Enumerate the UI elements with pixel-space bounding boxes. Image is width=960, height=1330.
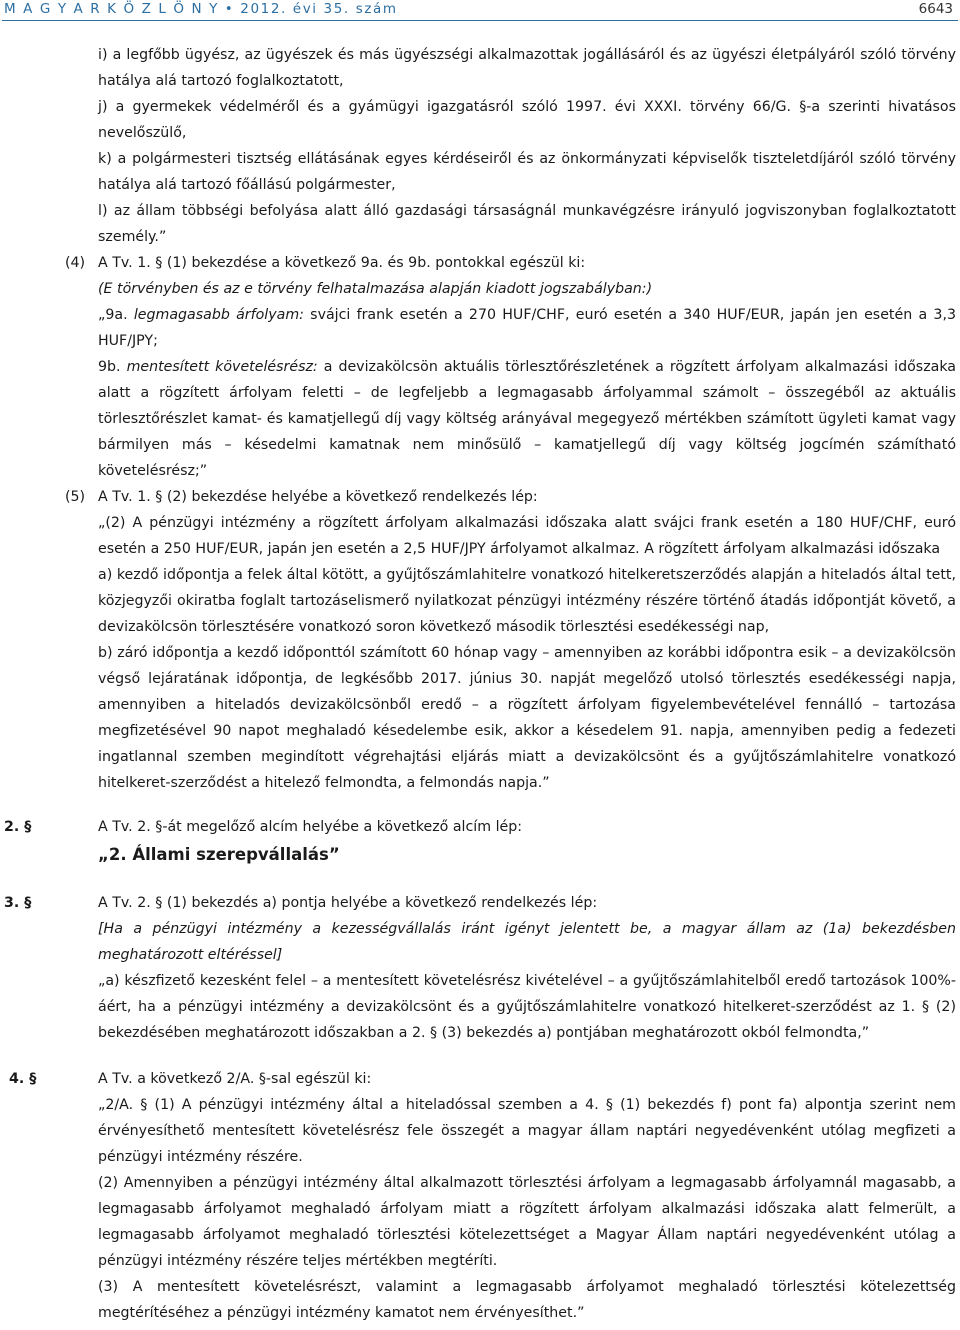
header-rule (2, 20, 958, 21)
para5-point-a: a) kezdő időpontja a felek által kötött, a gyűjtőszámlahitelre vonatkozó hitelkeretszerződés alapján a hiteladós által tett, közjegyzői okiratba foglalt tartozáselismerő nyilatkozat pénzügyi intézmény részére történő átadás időpontját követő, a devizakölcsön törlesztésére vonatkozó soron következő második törlesztési esedékességi nap, (98, 567, 956, 635)
item-9a-term: legmagasabb árfolyam: (133, 307, 304, 323)
item-9b-text: a devizakölcsön aktuális törlesztőrészletének a rögzített árfolyam alkalmazási időszaka alatt a rögzített árfolyam feletti – de legfeljebb a legmagasabb árfolyammal számolt – összegéből az aktuális törlesztőrészlet kamat- és kamatjellegű díj vagy költség arányával megegyező mértékben számított ügyleti kamat vagy bármilyen más – késedelmi kamatnak nem minősülő – kamatjellegű díj vagy költség jogcímén számítható követelésrész;” (98, 359, 956, 479)
section-number: 2. § (4, 819, 32, 835)
sec3-body: „a) készfizető kezesként felel – a mentesített követelésrész kivételével – a gyűjtőszámlahitelből eredő tartozások 100%-áért, ha a pénzügyi intézmény a devizakölcsönt és a gyűjtőszámlahitelre vonatkozó hitelkeret-szerződést az 1. § (2) bekezdésében meghatározott időszakban a 2. § (3) bekezdés a) pontjában meghatározott okból felmondta,” (98, 973, 956, 1041)
item-l: l) az állam többségi befolyása alatt álló gazdasági társaságnál munkavégzésre irányuló jogviszonyban foglalkoztatott személy.” (98, 203, 956, 245)
item-9a-text: svájci frank esetén a 270 HUF/CHF, euró esetén a 340 HUF/EUR, japán jen esetén a 3,3 HUF/JPY; (98, 307, 956, 349)
section-number: 4. § (9, 1071, 37, 1087)
paragraph-text: A Tv. 1. § (1) bekezdése a következő 9a. és 9b. pontokkal egészül ki: (98, 255, 586, 271)
item-9b (0, 354, 960, 484)
paragraph-text: A Tv. 1. § (2) bekezdése helyébe a következő rendelkezés lép: (98, 489, 538, 505)
paragraph-number: (4) (65, 255, 86, 271)
page-body (0, 42, 960, 1326)
sec4-para-1: „2/A. § (1) A pénzügyi intézmény által a hiteladóssal szemben a 4. § (1) bekezdés f) pont fa) alpontja szerint nem érvényesíthető mentesített követelésrész fele összegét a magyar állam naptári negyedévenként utólag megfizeti a pénzügyi intézmény részére. (98, 1097, 956, 1165)
section-2 (0, 814, 960, 840)
sec4-para-2: (2) Amennyiben a pénzügyi intézmény által alkalmazott törlesztési árfolyam a legmagasabb árfolyamnál magasabb, a legmagasabb árfolyamot meghaladó árfolyam miatt a rögzített árfolyam alkalmazási időszaka alatt felmerült, a legmagasabb árfolyamot meghaladó törlesztési kötelezettséget a Magyar Állam naptári negyedévenként utólag a pénzügyi intézmény részére teljes mértékben megtéríti. (98, 1175, 956, 1269)
item-9b-term: mentesített követelésrész: (126, 359, 318, 375)
item-i: i) a legfőbb ügyész, az ügyészek és más ügyészségi alkalmazottak jogállásáról és az ügyészi életpályáról szóló törvény hatálya alá tartozó foglalkoztatott, (98, 47, 956, 89)
section-number: 3. § (4, 895, 32, 911)
section-4 (0, 1066, 960, 1092)
sec3-intro: [Ha a pénzügyi intézmény a kezességvállalás iránt igényt jelentett be, a magyar állam az (1a) bekezdésben meghatározott eltéréssel] (98, 921, 956, 963)
page-number: 6643 (918, 1, 953, 17)
section-text: A Tv. 2. §-át megelőző alcím helyébe a következő alcím lép: (98, 819, 523, 835)
paragraph-4 (0, 250, 960, 276)
sec4-para-3: (3) A mentesített követelésrészt, valamint a legmagasabb árfolyamot meghaladó törlesztési kötelezettség megtérítéséhez a pénzügyi intézmény kamatot nem érvényesíthet.” (98, 1279, 956, 1321)
item-9a-prefix: „9a. (98, 307, 134, 323)
para5-point-b: b) záró időpontja a kezdő időponttól számított 60 hónap vagy – amennyiben az korábbi időpontra esik – a devizakölcsön végső lejáratának időpontja, de legkésőbb 2017. június 30. napját megelőző utolsó törlesztés esedékességi napja, amennyiben a hiteladós devizakölcsönből eredő – a rögzített árfolyam figyelembevételével fennálló – tartozása megfizetésével 90 napot meghaladó késedelembe esik, akkor a késedelem 91. napja, amennyiben pedig a fedezeti ingatlannal szemben megindított végrehajtási eljárás miatt a devizakölcsönt és a gyűjtőszámlahitelre vonatkozó hitelkeret-szerződést a hitelező felmondta, a felmondás napja.” (98, 645, 956, 791)
para5-body: „(2) A pénzügyi intézmény a rögzített árfolyam alkalmazási időszaka alatt svájci frank esetén a 180 HUF/CHF, euró esetén a 250 HUF/EUR, japán jen esetén a 2,5 HUF/JPY árfolyamot alkalmaz. A rögzített árfolyam alkalmazási időszaka (98, 515, 956, 557)
item-9b-prefix: 9b. (98, 359, 127, 375)
section-3 (0, 890, 960, 916)
journal-title: M A G Y A R K Ö Z L Ö N Y • 2012. évi 35. szám (4, 1, 398, 17)
section-text: A Tv. a következő 2/A. §-sal egészül ki: (98, 1071, 372, 1087)
item-j: j) a gyermekek védelméről és a gyámügyi igazgatásról szóló 1997. évi XXXI. törvény 66/G. §-a szerinti hivatásos nevelőszülő, (98, 99, 956, 141)
section-text: A Tv. 2. § (1) bekezdés a) pontja helyébe a következő rendelkezés lép: (98, 895, 598, 911)
subtitle: „2. Állami szerepvállalás” (98, 845, 340, 864)
item-k: k) a polgármesteri tisztség ellátásának egyes kérdéseiről és az önkormányzati képviselők tiszteletdíjáról szóló törvény hatálya alá tartozó főállású polgármester, (98, 151, 956, 193)
item-9a (0, 302, 960, 354)
paragraph-number: (5) (65, 489, 86, 505)
para4-intro: (E törvényben és az e törvény felhatalmazása alapján kiadott jogszabályban:) (98, 281, 653, 297)
paragraph-5 (0, 484, 960, 510)
